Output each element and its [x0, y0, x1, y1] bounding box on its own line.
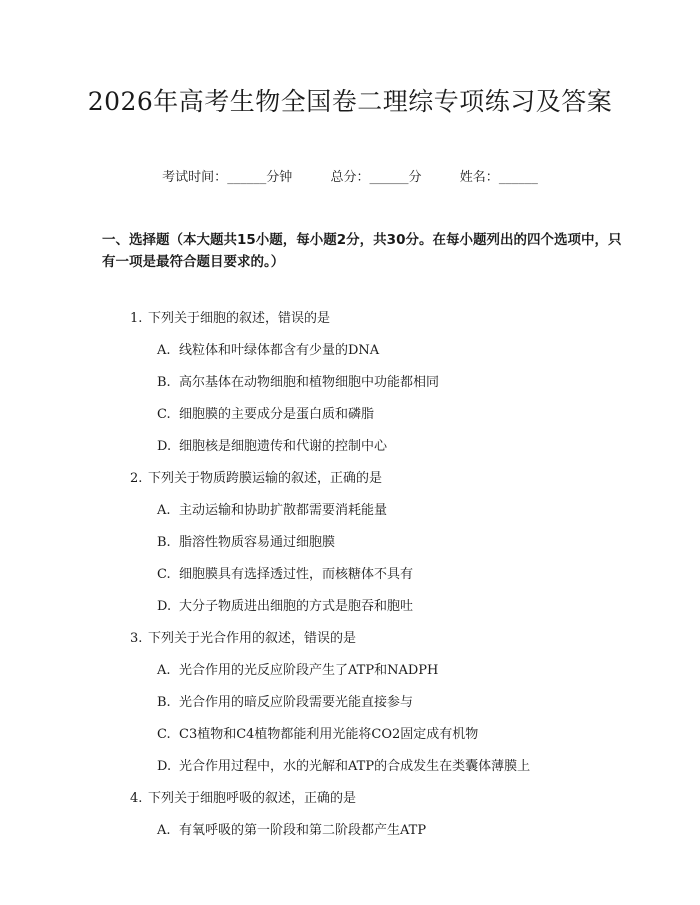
option-item — [157, 534, 335, 552]
name-label: 姓名： — [459, 170, 499, 185]
question-number: 4. — [130, 791, 143, 806]
option-item — [157, 758, 530, 776]
option-text: 脂溶性物质容易通过细胞膜 — [179, 535, 336, 550]
option-letter: C. — [157, 727, 171, 742]
option-item — [157, 822, 426, 840]
option-text: 光合作用的光反应阶段产生了ATP和NADPH — [179, 663, 439, 678]
score-unit: 分 — [408, 170, 422, 185]
question-number: 2. — [130, 471, 143, 486]
option-text: C3植物和C4植物都能利用光能将CO2固定成有机物 — [179, 727, 479, 742]
section-heading: 一、选择题（本大题共15小题，每小题2分，共30分。在每小题列出的四个选项中，只有一项是最符合题目要求的。） — [102, 232, 622, 270]
score-blank: ______ — [369, 170, 409, 185]
question-number: 1. — [130, 311, 143, 326]
option-letter: C. — [157, 407, 171, 422]
option-letter: B. — [157, 695, 171, 710]
option-letter: C. — [157, 567, 171, 582]
option-text: 有氧呼吸的第一阶段和第二阶段都产生ATP — [179, 823, 427, 838]
option-letter: D. — [157, 759, 172, 774]
question-stem — [130, 630, 356, 648]
option-text: 细胞膜具有选择透过性，而核糖体不具有 — [179, 567, 414, 582]
time-label: 考试时间： — [162, 170, 228, 185]
option-item — [157, 374, 439, 392]
option-item — [157, 438, 387, 456]
page-title: 2026年高考生物全国卷二理综专项练习及答案 — [87, 87, 613, 116]
option-item — [157, 342, 379, 360]
option-letter: A. — [157, 823, 171, 838]
option-item — [157, 726, 478, 744]
question-text: 下列关于物质跨膜运输的叙述，正确的是 — [148, 471, 383, 486]
option-letter: B. — [157, 375, 171, 390]
question-text: 下列关于细胞呼吸的叙述，正确的是 — [148, 791, 357, 806]
option-text: 高尔基体在动物细胞和植物细胞中功能都相同 — [179, 375, 440, 390]
question-text: 下列关于光合作用的叙述，错误的是 — [148, 631, 357, 646]
question-number: 3. — [130, 631, 143, 646]
option-text: 光合作用的暗反应阶段需要光能直接参与 — [179, 695, 414, 710]
option-item — [157, 694, 413, 712]
option-text: 大分子物质进出细胞的方式是胞吞和胞吐 — [179, 599, 414, 614]
question-stem — [130, 790, 356, 808]
option-text: 光合作用过程中，水的光解和ATP的合成发生在类囊体薄膜上 — [179, 759, 531, 774]
question-stem — [130, 470, 382, 488]
question-text: 下列关于细胞的叙述，错误的是 — [148, 311, 331, 326]
option-item — [157, 598, 413, 616]
option-letter: B. — [157, 535, 171, 550]
time-unit: 分钟 — [266, 170, 293, 185]
option-letter: D. — [157, 599, 172, 614]
option-item — [157, 406, 374, 424]
option-letter: A. — [157, 663, 171, 678]
option-item — [157, 662, 438, 680]
option-letter: A. — [157, 343, 171, 358]
exam-meta — [0, 168, 700, 188]
question-stem — [130, 310, 330, 328]
option-text: 细胞核是细胞遗传和代谢的控制中心 — [179, 439, 388, 454]
time-blank: ______ — [227, 170, 267, 185]
score-label: 总分： — [330, 170, 370, 185]
option-text: 线粒体和叶绿体都含有少量的DNA — [179, 343, 380, 358]
option-letter: A. — [157, 503, 171, 518]
option-text: 主动运输和协助扩散都需要消耗能量 — [179, 503, 388, 518]
option-text: 细胞膜的主要成分是蛋白质和磷脂 — [179, 407, 375, 422]
option-item — [157, 566, 413, 584]
option-item — [157, 502, 387, 520]
name-blank: ______ — [498, 170, 538, 185]
option-letter: D. — [157, 439, 172, 454]
